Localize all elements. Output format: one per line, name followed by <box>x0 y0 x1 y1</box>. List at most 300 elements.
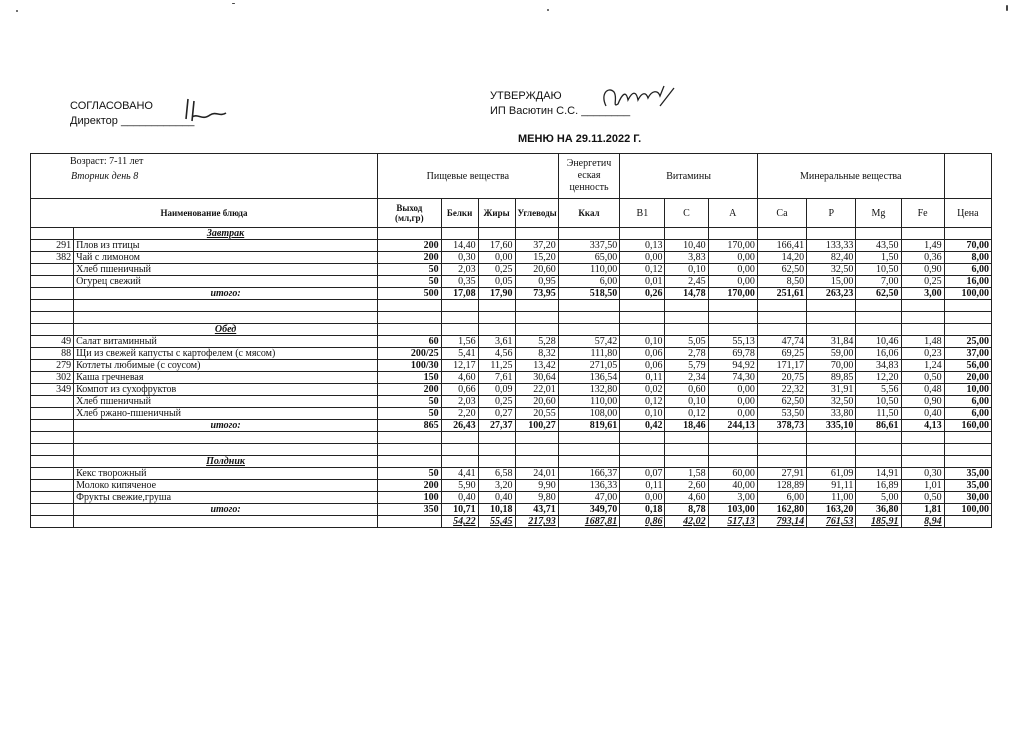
empty-cell <box>620 456 665 468</box>
empty-cell <box>807 300 856 312</box>
yield-value: 50 <box>378 396 442 408</box>
total-value: 103,00 <box>708 504 757 516</box>
yield-value: 200 <box>378 240 442 252</box>
nutrients-header: Пищевые вещества <box>378 154 559 199</box>
dish-name: Хлеб пшеничный <box>74 264 378 276</box>
section-row <box>31 228 992 240</box>
nutrient-value: 5,56 <box>856 384 901 396</box>
empty-cell <box>856 444 901 456</box>
yield-value: 200/25 <box>378 348 442 360</box>
nutrient-value: 59,00 <box>807 348 856 360</box>
empty-cell <box>558 300 620 312</box>
dish-name: Компот из сухофруктов <box>74 384 378 396</box>
nutrient-value: 69,78 <box>708 348 757 360</box>
nutrient-value: 0,66 <box>441 384 478 396</box>
col-header-fe: Fe <box>901 199 944 228</box>
nutrient-value: 22,01 <box>515 384 558 396</box>
dish-row <box>31 252 992 264</box>
empty-cell <box>31 444 74 456</box>
empty-cell <box>901 312 944 324</box>
nutrient-value: 0,02 <box>620 384 665 396</box>
yield-header-line: Выход <box>396 203 423 213</box>
nutrient-value: 47,74 <box>757 336 806 348</box>
nutrient-value: 8,32 <box>515 348 558 360</box>
nutrient-value: 40,00 <box>708 480 757 492</box>
price-value: 6,00 <box>944 264 991 276</box>
nutrient-value: 5,28 <box>515 336 558 348</box>
empty-cell <box>74 432 378 444</box>
empty-cell <box>807 444 856 456</box>
empty-cell <box>31 300 74 312</box>
grand-total-value: 185,91 <box>856 516 901 528</box>
nutrient-value: 1,01 <box>901 480 944 492</box>
nutrient-value: 0,60 <box>665 384 708 396</box>
empty-cell <box>620 444 665 456</box>
nutrient-value: 3,00 <box>708 492 757 504</box>
day-cell <box>31 154 378 199</box>
nutrient-value: 4,60 <box>665 492 708 504</box>
empty-cell <box>665 312 708 324</box>
empty-cell <box>620 324 665 336</box>
nutrient-value: 24,01 <box>515 468 558 480</box>
empty-cell <box>515 228 558 240</box>
empty-cell <box>31 288 74 300</box>
empty-cell <box>478 456 515 468</box>
dish-row <box>31 372 992 384</box>
empty-cell <box>856 432 901 444</box>
day-label: Вторник день 8 <box>71 170 139 182</box>
nutrient-value: 69,25 <box>757 348 806 360</box>
price-value: 10,00 <box>944 384 991 396</box>
scan-speck <box>16 10 18 12</box>
empty-cell <box>31 324 74 336</box>
nutrient-value: 10,50 <box>856 264 901 276</box>
total-value: 10,71 <box>441 504 478 516</box>
nutrient-value: 2,78 <box>665 348 708 360</box>
approval-left-label: СОГЛАСОВАНО <box>70 100 153 112</box>
nutrient-value: 2,60 <box>665 480 708 492</box>
nutrient-value: 55,13 <box>708 336 757 348</box>
minerals-header: Минеральные вещества <box>757 154 944 199</box>
age-label: Возраст: 7-11 лет <box>70 156 144 167</box>
nutrient-value: 94,92 <box>708 360 757 372</box>
total-value: 0,42 <box>620 420 665 432</box>
total-value: 0,26 <box>620 288 665 300</box>
nutrient-value: 31,91 <box>807 384 856 396</box>
nutrient-value: 1,48 <box>901 336 944 348</box>
nutrient-value: 0,00 <box>708 264 757 276</box>
nutrient-value: 0,35 <box>441 276 478 288</box>
grand-total-row <box>31 516 992 528</box>
approval-right-label: УТВЕРЖДАЮ <box>490 90 562 102</box>
grand-total-value: 54,22 <box>441 516 478 528</box>
spacer-row <box>31 444 992 456</box>
nutrient-value: 10,46 <box>856 336 901 348</box>
nutrient-value: 31,84 <box>807 336 856 348</box>
nutrient-value: 17,60 <box>478 240 515 252</box>
approver-name: ИП Васютин С.С. <box>490 105 579 117</box>
nutrient-value: 170,00 <box>708 240 757 252</box>
nutrient-value: 0,12 <box>620 396 665 408</box>
yield-value: 100/30 <box>378 360 442 372</box>
nutrient-value: 12,17 <box>441 360 478 372</box>
signature-line: ____________ <box>120 115 195 127</box>
yield-value: 200 <box>378 384 442 396</box>
section-row <box>31 456 992 468</box>
empty-cell <box>665 324 708 336</box>
nutrient-value: 22,32 <box>757 384 806 396</box>
nutrient-value: 0,13 <box>620 240 665 252</box>
nutrient-value: 3,83 <box>665 252 708 264</box>
total-value: 100,27 <box>515 420 558 432</box>
nutrient-value: 0,06 <box>620 348 665 360</box>
nutrient-value: 14,40 <box>441 240 478 252</box>
price-value: 25,00 <box>944 336 991 348</box>
nutrient-value: 0,00 <box>708 252 757 264</box>
nutrient-value: 0,25 <box>901 276 944 288</box>
empty-cell <box>620 432 665 444</box>
recipe-number <box>31 396 74 408</box>
total-value: 43,71 <box>515 504 558 516</box>
empty-cell <box>856 228 901 240</box>
empty-cell <box>944 312 991 324</box>
empty-cell <box>378 444 442 456</box>
nutrient-value: 110,00 <box>558 264 620 276</box>
nutrient-value: 91,11 <box>807 480 856 492</box>
empty-cell <box>31 420 74 432</box>
nutrient-value: 70,00 <box>807 360 856 372</box>
nutrient-value: 53,50 <box>757 408 806 420</box>
empty-cell <box>478 444 515 456</box>
nutrient-value: 2,03 <box>441 264 478 276</box>
empty-cell <box>441 444 478 456</box>
nutrient-value: 47,00 <box>558 492 620 504</box>
yield-value: 150 <box>378 372 442 384</box>
empty-cell <box>901 228 944 240</box>
empty-cell <box>708 228 757 240</box>
total-label: итого: <box>74 504 378 516</box>
dish-name: Огурец свежий <box>74 276 378 288</box>
nutrient-value: 0,12 <box>665 408 708 420</box>
recipe-number: 279 <box>31 360 74 372</box>
empty-cell <box>620 312 665 324</box>
nutrient-value: 20,55 <box>515 408 558 420</box>
nutrient-value: 0,90 <box>901 264 944 276</box>
nutrient-value: 11,00 <box>807 492 856 504</box>
nutrient-value: 4,41 <box>441 468 478 480</box>
nutrient-value: 337,50 <box>558 240 620 252</box>
empty-cell <box>620 228 665 240</box>
total-row <box>31 504 992 516</box>
total-value: 4,13 <box>901 420 944 432</box>
nutrient-value: 0,25 <box>478 396 515 408</box>
total-value: 335,10 <box>807 420 856 432</box>
empty-cell <box>944 300 991 312</box>
empty-cell <box>708 312 757 324</box>
yield-value: 50 <box>378 264 442 276</box>
price-value: 35,00 <box>944 468 991 480</box>
nutrient-value: 132,80 <box>558 384 620 396</box>
col-header-b1: B1 <box>620 199 665 228</box>
grand-total-value: 42,02 <box>665 516 708 528</box>
nutrient-value: 3,61 <box>478 336 515 348</box>
nutrient-value: 0,95 <box>515 276 558 288</box>
signature-line: ________ <box>581 105 631 117</box>
dish-name: Хлеб пшеничный <box>74 396 378 408</box>
col-header-kcal: Ккал <box>558 199 620 228</box>
yield-value: 100 <box>378 492 442 504</box>
nutrient-value: 34,83 <box>856 360 901 372</box>
empty-cell <box>708 444 757 456</box>
total-value: 17,08 <box>441 288 478 300</box>
empty-cell <box>901 444 944 456</box>
nutrient-value: 0,10 <box>620 336 665 348</box>
price-value: 8,00 <box>944 252 991 264</box>
empty-cell <box>856 456 901 468</box>
nutrient-value: 11,25 <box>478 360 515 372</box>
total-label: итого: <box>74 420 378 432</box>
empty-cell <box>807 432 856 444</box>
total-value: 100,00 <box>944 504 991 516</box>
nutrient-value: 0,36 <box>901 252 944 264</box>
empty-cell <box>558 228 620 240</box>
empty-cell <box>757 324 806 336</box>
price-value: 16,00 <box>944 276 991 288</box>
price-header: Цена <box>944 199 991 228</box>
nutrient-value: 0,00 <box>620 252 665 264</box>
empty-cell <box>378 312 442 324</box>
nutrient-value: 0,25 <box>478 264 515 276</box>
empty-cell <box>31 516 74 528</box>
recipe-number: 382 <box>31 252 74 264</box>
section-title: Обед <box>74 324 378 336</box>
empty-cell <box>901 324 944 336</box>
empty-cell <box>31 228 74 240</box>
dish-row <box>31 384 992 396</box>
energy-header-line: ценность <box>569 182 609 193</box>
nutrient-value: 0,07 <box>620 468 665 480</box>
yield-value: 200 <box>378 480 442 492</box>
nutrient-value: 166,37 <box>558 468 620 480</box>
nutrient-value: 0,50 <box>901 372 944 384</box>
director-label: Директор <box>70 115 118 127</box>
nutrient-value: 11,50 <box>856 408 901 420</box>
dish-row <box>31 468 992 480</box>
empty-cell <box>31 312 74 324</box>
empty-cell <box>665 432 708 444</box>
total-value: 1,81 <box>901 504 944 516</box>
empty-cell <box>757 444 806 456</box>
empty-cell <box>441 300 478 312</box>
col-header-proteins: Белки <box>441 199 478 228</box>
dish-name: Чай с лимоном <box>74 252 378 264</box>
total-label: итого: <box>74 288 378 300</box>
nutrient-value: 10,50 <box>856 396 901 408</box>
scan-speck <box>547 9 549 11</box>
price-value: 30,00 <box>944 492 991 504</box>
empty-cell <box>515 444 558 456</box>
recipe-number: 349 <box>31 384 74 396</box>
nutrient-value: 0,50 <box>901 492 944 504</box>
section-title: Полдник <box>74 456 378 468</box>
dish-header: Наименование блюда <box>31 199 378 228</box>
col-header-fats: Жиры <box>478 199 515 228</box>
dish-row <box>31 276 992 288</box>
total-value: 349,70 <box>558 504 620 516</box>
nutrient-value: 133,33 <box>807 240 856 252</box>
recipe-number <box>31 264 74 276</box>
nutrient-value: 7,61 <box>478 372 515 384</box>
dish-name: Фрукты свежие,груша <box>74 492 378 504</box>
empty-cell <box>901 432 944 444</box>
dish-row <box>31 240 992 252</box>
empty-cell <box>807 324 856 336</box>
empty-cell <box>515 312 558 324</box>
empty-cell <box>441 228 478 240</box>
grand-total-value: 55,45 <box>478 516 515 528</box>
nutrient-value: 6,58 <box>478 468 515 480</box>
empty-cell <box>31 432 74 444</box>
total-value: 500 <box>378 288 442 300</box>
nutrient-value: 110,00 <box>558 396 620 408</box>
col-header-p: P <box>807 199 856 228</box>
empty-cell <box>478 312 515 324</box>
nutrient-value: 0,48 <box>901 384 944 396</box>
nutrient-value: 108,00 <box>558 408 620 420</box>
empty-cell <box>478 228 515 240</box>
nutrient-value: 89,85 <box>807 372 856 384</box>
nutrient-value: 62,50 <box>757 264 806 276</box>
dish-name: Хлеб ржано-пшеничный <box>74 408 378 420</box>
empty-cell <box>807 456 856 468</box>
empty-cell <box>901 456 944 468</box>
yield-value: 60 <box>378 336 442 348</box>
price-value: 35,00 <box>944 480 991 492</box>
nutrient-value: 32,50 <box>807 396 856 408</box>
nutrient-value: 171,17 <box>757 360 806 372</box>
menu-table <box>30 153 992 528</box>
nutrient-value: 0,10 <box>665 396 708 408</box>
nutrient-value: 60,00 <box>708 468 757 480</box>
total-value: 518,50 <box>558 288 620 300</box>
empty-cell <box>74 300 378 312</box>
empty-cell <box>478 324 515 336</box>
empty-cell <box>620 300 665 312</box>
empty-cell <box>74 312 378 324</box>
dish-name: Котлеты любимые (с соусом) <box>74 360 378 372</box>
empty-cell <box>708 432 757 444</box>
col-header-a: A <box>708 199 757 228</box>
nutrient-value: 271,05 <box>558 360 620 372</box>
energy-header-line: еская <box>577 170 601 181</box>
nutrient-value: 62,50 <box>757 396 806 408</box>
nutrient-value: 33,80 <box>807 408 856 420</box>
total-value: 170,00 <box>708 288 757 300</box>
nutrient-value: 0,00 <box>478 252 515 264</box>
recipe-number: 88 <box>31 348 74 360</box>
nutrient-value: 16,89 <box>856 480 901 492</box>
nutrient-value: 0,00 <box>708 408 757 420</box>
nutrient-value: 2,34 <box>665 372 708 384</box>
section-row <box>31 324 992 336</box>
nutrient-value: 4,56 <box>478 348 515 360</box>
recipe-number <box>31 492 74 504</box>
nutrient-value: 1,58 <box>665 468 708 480</box>
col-header-c: C <box>665 199 708 228</box>
empty-cell <box>441 312 478 324</box>
nutrient-value: 0,11 <box>620 480 665 492</box>
nutrient-value: 20,60 <box>515 264 558 276</box>
empty-cell <box>558 432 620 444</box>
scan-speck <box>1006 5 1008 11</box>
yield-header-line: (мл,гр) <box>395 213 424 223</box>
empty-cell <box>708 300 757 312</box>
nutrient-value: 2,20 <box>441 408 478 420</box>
dish-name: Каша гречневая <box>74 372 378 384</box>
recipe-number: 302 <box>31 372 74 384</box>
empty-cell <box>515 456 558 468</box>
total-value: 27,37 <box>478 420 515 432</box>
recipe-number <box>31 408 74 420</box>
empty-cell <box>74 444 378 456</box>
nutrient-value: 15,00 <box>807 276 856 288</box>
nutrient-value: 10,40 <box>665 240 708 252</box>
nutrient-value: 8,50 <box>757 276 806 288</box>
nutrient-value: 14,91 <box>856 468 901 480</box>
empty-cell <box>944 228 991 240</box>
empty-cell <box>478 432 515 444</box>
nutrient-value: 61,09 <box>807 468 856 480</box>
empty-cell <box>378 324 442 336</box>
empty-cell <box>378 228 442 240</box>
empty-cell <box>757 228 806 240</box>
nutrient-value: 128,89 <box>757 480 806 492</box>
total-value: 36,80 <box>856 504 901 516</box>
nutrient-value: 1,56 <box>441 336 478 348</box>
grand-total-value: 8,94 <box>901 516 944 528</box>
nutrient-value: 1,24 <box>901 360 944 372</box>
empty-cell <box>558 456 620 468</box>
empty-cell <box>757 432 806 444</box>
empty-cell <box>441 432 478 444</box>
nutrient-value: 6,00 <box>558 276 620 288</box>
nutrient-value: 0,30 <box>441 252 478 264</box>
nutrient-value: 9,90 <box>515 480 558 492</box>
nutrient-value: 82,40 <box>807 252 856 264</box>
nutrient-value: 0,06 <box>620 360 665 372</box>
total-value: 819,61 <box>558 420 620 432</box>
spacer-row <box>31 432 992 444</box>
price-header-top <box>944 154 991 199</box>
grand-total-value: 793,14 <box>757 516 806 528</box>
nutrient-value: 2,45 <box>665 276 708 288</box>
col-header-ca: Ca <box>757 199 806 228</box>
price-value: 37,00 <box>944 348 991 360</box>
yield-header <box>378 199 442 228</box>
total-value: 0,18 <box>620 504 665 516</box>
empty-cell <box>31 456 74 468</box>
empty-cell <box>558 312 620 324</box>
empty-cell <box>944 516 991 528</box>
nutrient-value: 0,00 <box>620 492 665 504</box>
dish-name: Салат витаминный <box>74 336 378 348</box>
empty-cell <box>558 444 620 456</box>
empty-cell <box>708 324 757 336</box>
empty-cell <box>708 456 757 468</box>
empty-cell <box>378 300 442 312</box>
total-value: 378,73 <box>757 420 806 432</box>
nutrient-value: 0,40 <box>478 492 515 504</box>
